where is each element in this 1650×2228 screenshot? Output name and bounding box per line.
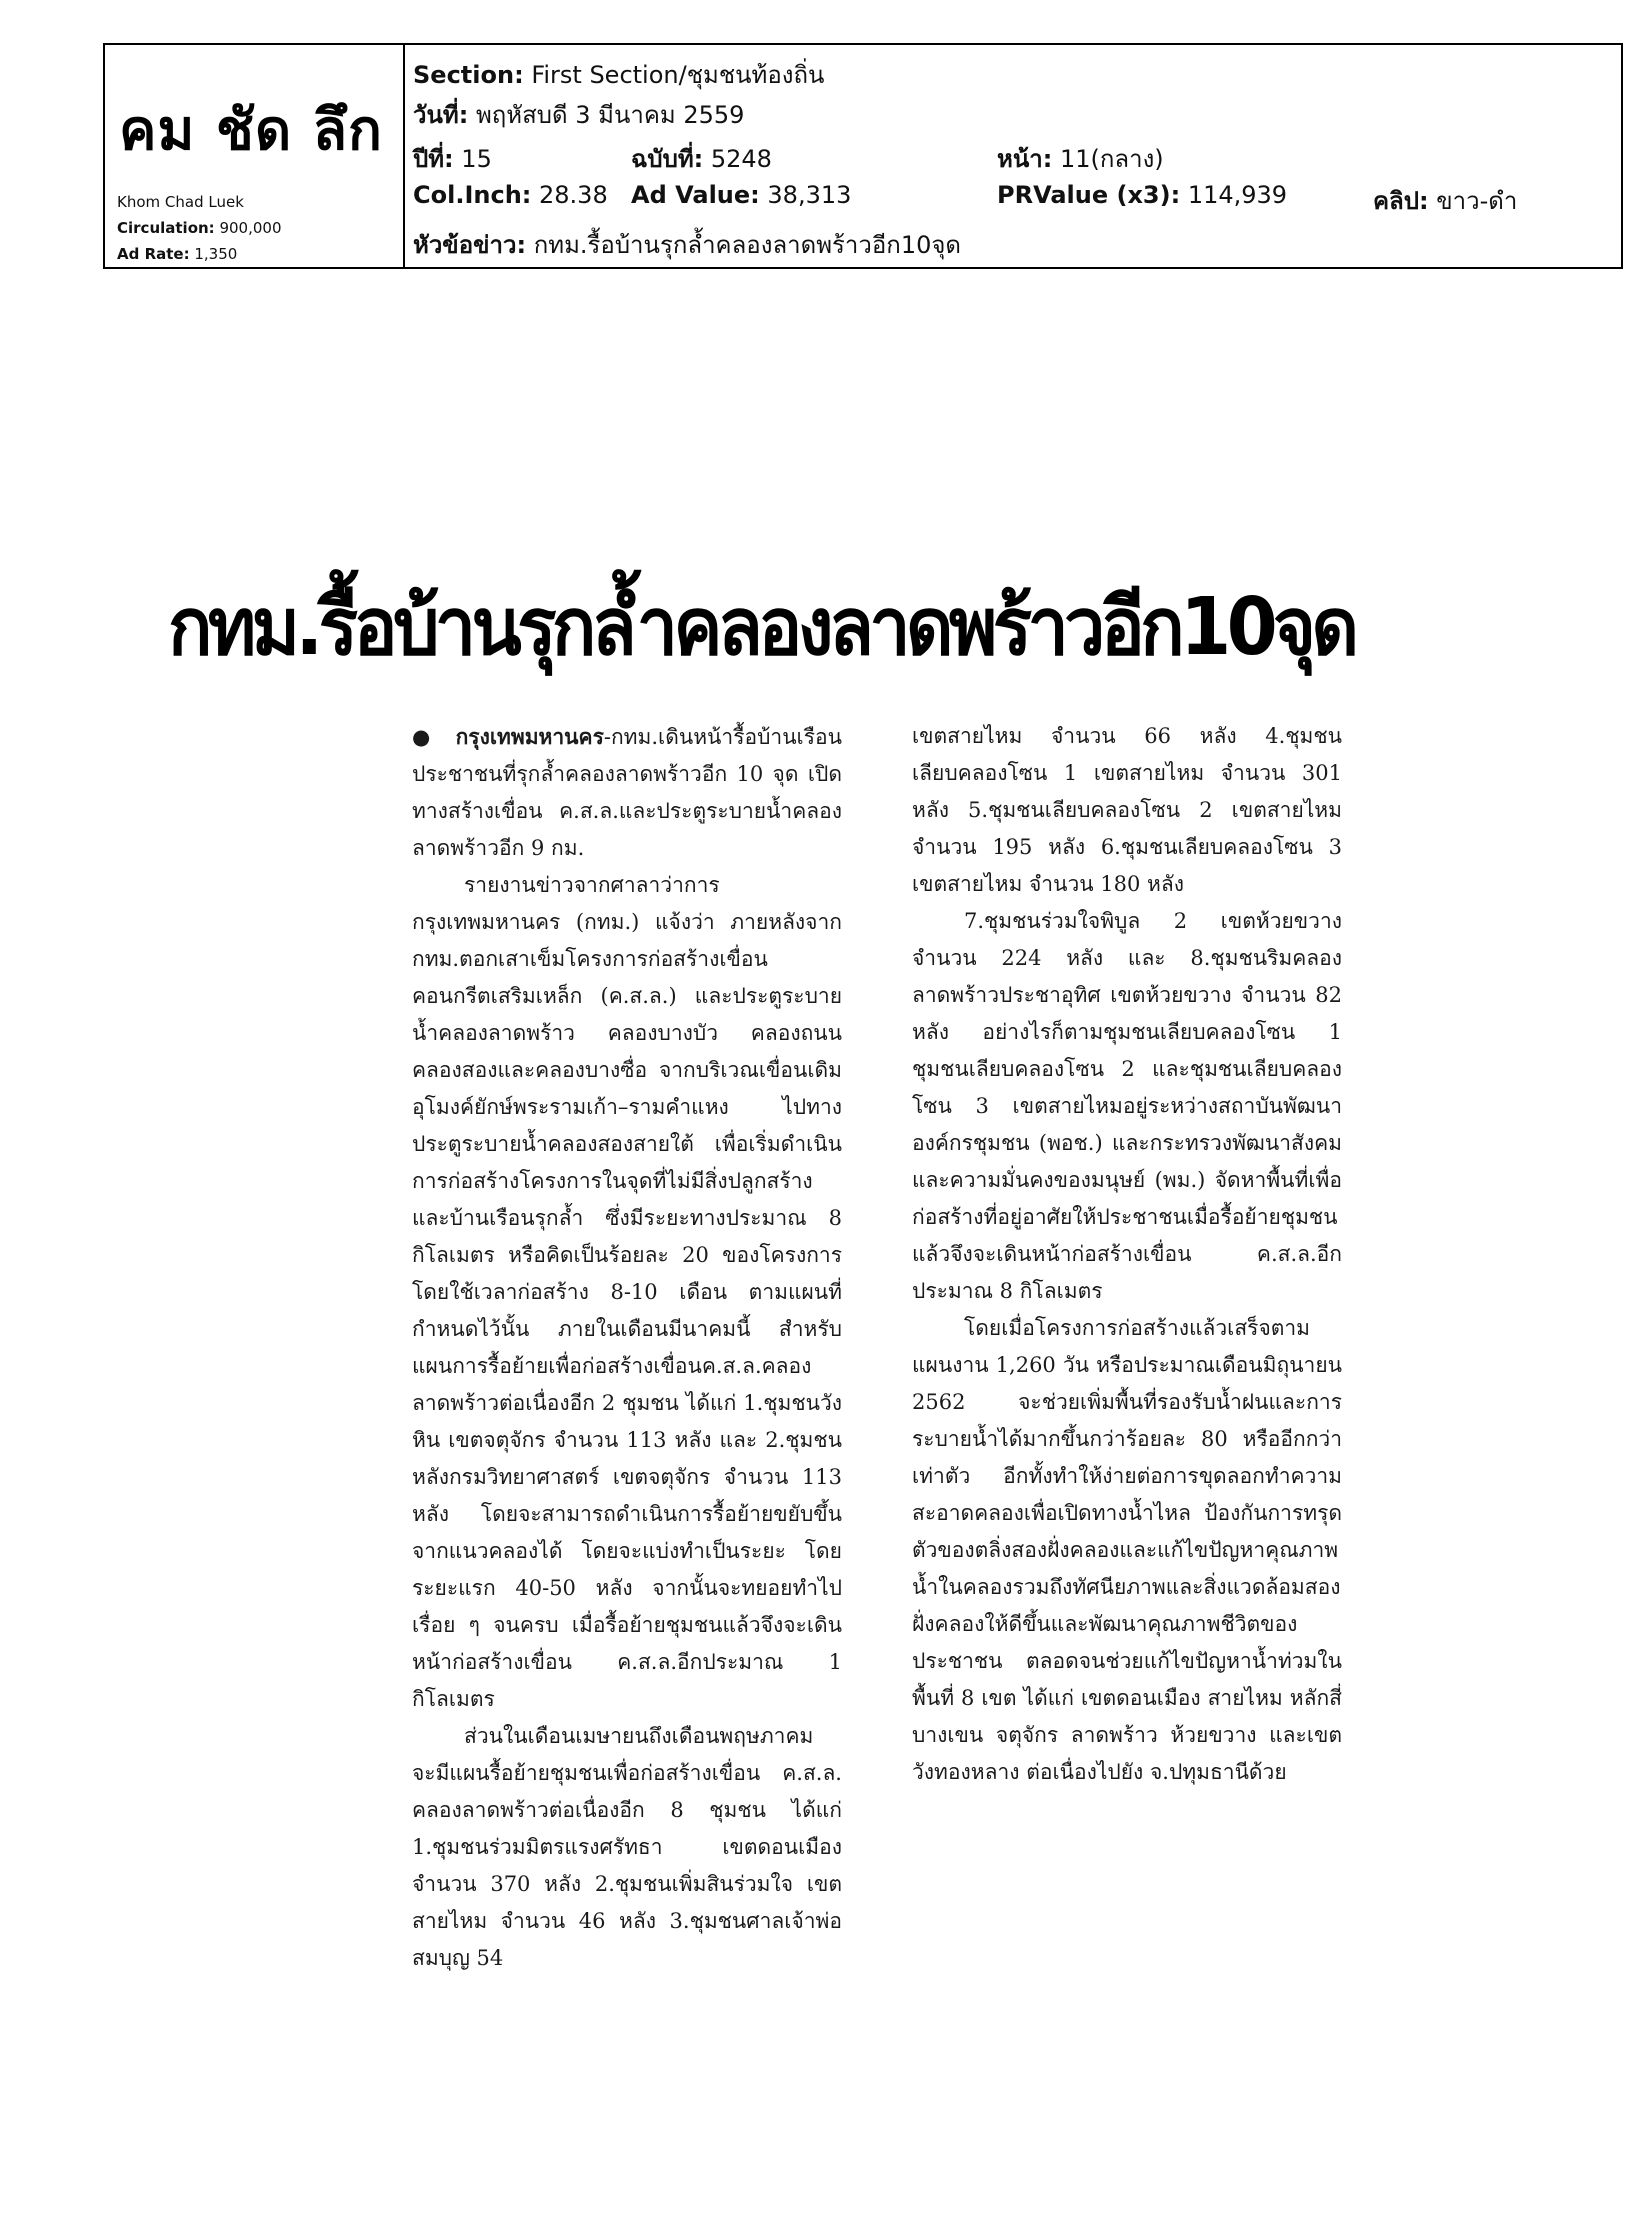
article-column-2 (912, 718, 1342, 1791)
colinch-label: Col.Inch: (413, 181, 532, 209)
prvalue-label: PRValue (x3): (997, 181, 1181, 209)
article-column-1 (412, 718, 842, 1977)
article-paragraph: โดยเมื่อโครงการก่อสร้างแล้วเสร็จตามแผนงาน 1,260 วัน หรือประมาณเดือนมิถุนายน 2562 จะช่วยเพิ่มพื้นที่รองรับน้ำฝนและการระบายน้ำได้มากขึ้นกว่าร้อยละ 80 หรืออีกกว่าเท่าตัว อีกทั้งทำให้ง่ายต่อการขุดลอกทำความสะอาดคลองเพื่อเปิดทางน้ำไหล ป้องกันการทรุดตัวของตลิ่งสองฝั่งคลองและแก้ไขปัญหาคุณภาพน้ำในคลองรวมถึงทัศนียภาพและสิ่งแวดล้อมสองฝั่งคลองให้ดีขึ้นและพัฒนาคุณภาพชีวิตของประชาชน ตลอดจนช่วยแก้ไขปัญหาน้ำท่วมในพื้นที่ 8 เขต ได้แก่ เขตดอนเมือง สายไหม หลักสี่ บางเขน จตุจักร ลาดพร้าว ห้วยขวาง และเขตวังทองหลาง ต่อเนื่องไปยัง จ.ปทุมธานีด้วย (912, 1316, 1342, 1784)
date-value: พฤหัสบดี 3 มีนาคม 2559 (475, 101, 745, 129)
article-paragraph: รายงานข่าวจากศาลาว่าการกรุงเทพมหานคร (กทม.) แจ้งว่า ภายหลังจาก กทม.ตอกเสาเข็มโครงการก่อสร้างเขื่อนคอนกรีตเสริมเหล็ก (ค.ส.ล.) และประตูระบายน้ำคลองลาดพร้าว คลองบางบัว คลองถนน คลองสองและคลองบางซื่อ จากบริเวณเขื่อนเดิมอุโมงค์ยักษ์พระรามเก้า–รามคำแหง ไปทางประตูระบายน้ำคลองสองสายใต้ เพื่อเริ่มดำเนินการก่อสร้างโครงการในจุดที่ไม่มีสิ่งปลูกสร้างและบ้านเรือนรุกล้ำ ซึ่งมีระยะทางประมาณ 8 กิโลเมตร หรือคิดเป็นร้อยละ 20 ของโครงการ โดยใช้เวลาก่อสร้าง 8-10 เดือน ตามแผนที่กำหนดไว้นั้น ภายในเดือนมีนาคมนี้ สำหรับแผนการรื้อย้ายเพื่อก่อสร้างเขื่อนค.ส.ล.คลองลาดพร้าวต่อเนื่องอีก 2 ชุมชน ได้แก่ 1.ชุมชนวังหิน เขตจตุจักร จำนวน 113 หลัง และ 2.ชุมชนหลังกรมวิทยาศาสตร์ เขตจตุจักร จำนวน 113 หลัง โดยจะสามารถดำเนินการรื้อย้ายขยับขึ้นจากแนวคลองได้ โดยจะแบ่งทำเป็นระยะ โดยระยะแรก 40-50 หลัง จากนั้นจะทยอยทำไปเรื่อย ๆ จนครบ เมื่อรื้อย้ายชุมชนแล้วจึงจะเดินหน้าก่อสร้างเขื่อน ค.ส.ล.อีกประมาณ 1 กิโลเมตร (412, 873, 842, 1711)
headline-row (413, 225, 961, 264)
ad-rate-value: 1,350 (194, 245, 238, 263)
section-value: First Section/ชุมชนท้องถิ่น (531, 61, 825, 89)
ad-rate (117, 245, 237, 263)
clip-cell (1373, 181, 1517, 220)
publication-panel (105, 45, 405, 267)
colinch-value: 28.38 (539, 181, 608, 209)
publication-name: Khom Chad Luek (117, 193, 244, 211)
prvalue-value: 114,939 (1187, 181, 1288, 209)
clip-value: ขาว-ดำ (1436, 187, 1518, 215)
page-value: 11(กลาง) (1059, 145, 1164, 173)
headline-label: หัวข้อข่าว: (413, 231, 527, 259)
issue-label: ฉบับที่: (631, 145, 704, 173)
advalue-value: 38,313 (767, 181, 852, 209)
article-paragraph: ส่วนในเดือนเมษายนถึงเดือนพฤษภาคม จะมีแผนรื้อย้ายชุมชนเพื่อก่อสร้างเขื่อน ค.ส.ล. คลองลาดพร้าวต่อเนื่องอีก 8 ชุมชน ได้แก่ 1.ชุมชนร่วมมิตรแรงศรัทธา เขตดอนเมือง จำนวน 370 หลัง 2.ชุมชนเพิ่มสินร่วมใจ เขตสายไหม จำนวน 46 หลัง 3.ชุมชนศาลเจ้าพ่อสมบุญ 54 (412, 1724, 842, 1970)
article-paragraph: เขตสายไหม จำนวน 66 หลัง 4.ชุมชนเลียบคลองโซน 1 เขตสายไหม จำนวน 301 หลัง 5.ชุมชนเลียบคลองโซน 2 เขตสายไหม จำนวน 195 หลัง 6.ชุมชนเลียบคลองโซน 3 เขตสายไหม จำนวน 180 หลัง (912, 724, 1342, 896)
metadata-panel (405, 45, 1621, 267)
circulation-label: Circulation: (117, 219, 215, 237)
article-paragraph: ●กรุงเทพมหานคร-กทม.เดินหน้ารื้อบ้านเรือนประชาชนที่รุกล้ำคลองลาดพร้าวอีก 10 จุด เปิดทางสร้างเขื่อน ค.ส.ล.และประตูระบายน้ำคลองลาดพร้าวอีก 9 กม. (412, 724, 842, 860)
colinch-cell (413, 181, 608, 209)
circulation (117, 219, 282, 237)
year-value: 15 (461, 145, 492, 173)
clip-label: คลิป: (1373, 187, 1429, 215)
news-clipping (156, 548, 1384, 1978)
section-row (413, 55, 824, 94)
section-label: Section: (413, 61, 524, 89)
article-paragraph: 7.ชุมชนร่วมใจพิบูล 2 เขตห้วยขวาง จำนวน 224 หลัง และ 8.ชุมชนริมคลองลาดพร้าวประชาอุทิศ เขตห้วยขวาง จำนวน 82 หลัง อย่างไรก็ตามชุมชนเลียบคลองโซน 1 ชุมชนเลียบคลองโซน 2 และชุมชนเลียบคลองโซน 3 เขตสายไหมอยู่ระหว่างสถาบันพัฒนาองค์กรชุมชน (พอช.) และกระทรวงพัฒนาสังคมและความมั่นคงของมนุษย์ (พม.) จัดหาพื้นที่เพื่อก่อสร้างที่อยู่อาศัยให้ประชาชนเมื่อรื้อย้ายชุมชนแล้วจึงจะเดินหน้าก่อสร้างเขื่อน ค.ส.ล.อีกประมาณ 8 กิโลเมตร (912, 909, 1342, 1303)
ad-rate-label: Ad Rate: (117, 245, 190, 263)
publication-logo: คม ชัด ลึก (119, 98, 383, 163)
clipping-info-box (103, 43, 1623, 269)
article-dateline: กรุงเทพมหานคร (455, 724, 604, 749)
date-label: วันที่: (413, 101, 469, 129)
year-label: ปีที่: (413, 145, 454, 173)
article-headline: กทม.รื้อบ้านรุกล้ำคลองลาดพร้าวอีก10จุด (168, 581, 1355, 673)
issue-cell (631, 139, 772, 178)
advalue-cell (631, 181, 851, 209)
headline-value: กทม.รื้อบ้านรุกล้ำคลองลาดพร้าวอีก10จุด (533, 231, 962, 259)
advalue-label: Ad Value: (631, 181, 760, 209)
date-row (413, 95, 744, 134)
circulation-value: 900,000 (219, 219, 282, 237)
issue-value: 5248 (710, 145, 772, 173)
year-cell (413, 139, 492, 178)
page-cell (997, 139, 1164, 178)
page-label: หน้า: (997, 145, 1053, 173)
prvalue-cell (997, 181, 1287, 209)
